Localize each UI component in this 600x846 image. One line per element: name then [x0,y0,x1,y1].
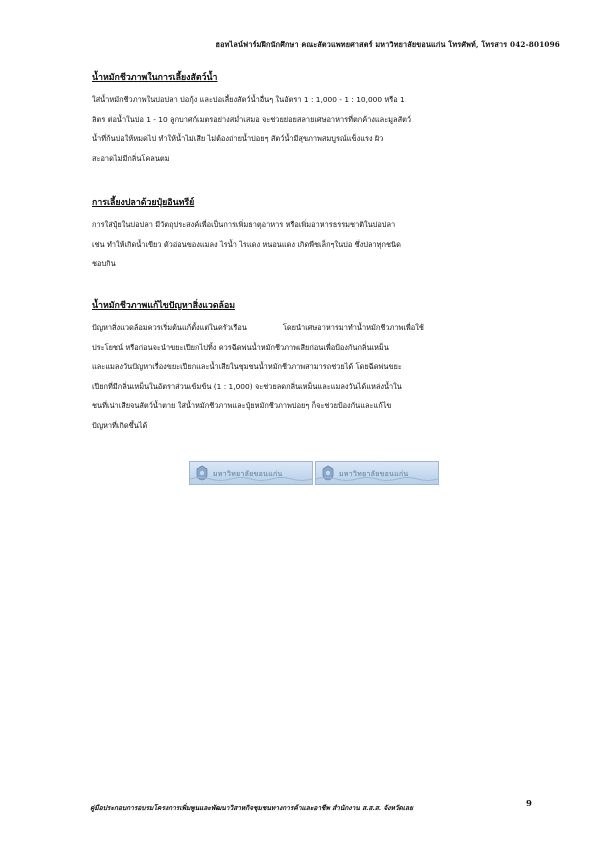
university-banner [189,461,313,485]
paragraph-line-part: โดยนำเศษอาหารมาทำน้ำหมักชีวภาพเพื่อใช้ [282,323,424,332]
paragraph-line: น้ำที่ก้นบ่อให้หมดไป ทำให้น้ำไม่เสีย ไม่ต้องถ่ายน้ำบ่อยๆ สัตว์น้ำมีสุขภาพสมบูรณ์แข็งแรง ผิว [92,134,384,143]
paragraph-line: ปัญหาที่เกิดขึ้นได้ [92,420,148,430]
page-footer: คู่มือประกอบการอบรมโครงการเพิ่มพูนและพัฒนาวิสาหกิจชุมชนทางการค้าและอาชีพ สำนักงาน ส.ส.ส. จังหวัดเลย [90,804,413,812]
section-paragraph [92,318,542,435]
section-environment-solutions [92,298,542,435]
paragraph-line: ประโยชน์ หรือก่อนจะนำขยะเปียกไปทิ้ง ควรฉีดพ่นน้ำหมักชีวภาพเสียก่อนเพื่อป้องกันกลิ่นเหม็น [92,342,389,352]
section-heading: น้ำหมักชีวภาพแก้ไขปัญหาสิ่งแวดล้อม [92,301,236,311]
paragraph-line: ชนที่เน่าเสียจนสัตว์น้ำตาย ใส่น้ำหมักชีวภาพและปุ๋ยหมักชีวภาพบ่อยๆ ก็จะช่วยป้องกันและแก้ไข [92,401,392,410]
page-header: ฮอทไลน์ฟาร์มฝึกนักศึกษา คณะสัตวแพทยศาสตร์ มหาวิทยาลัยขอนแก่น โทรศัพท์, โทรสาร 042-801096 [215,40,560,49]
university-banner-strip [189,461,439,483]
paragraph-line: และแมลงวันปัญหาเรื่องขยะเปียกและน้ำเสียในชุมชนน้ำหมักชีวภาพสามารถช่วยได้ โดยฉีดพ่นขยะ [92,362,402,371]
banner-wave-decoration [190,476,312,482]
university-banner [315,461,439,485]
section-paragraph [92,90,542,168]
paragraph-line: เช่น ทำให้เกิดน้ำเขียว ตัวอ่อนของแมลง ไรน้ำ ไรแดง หนอนแดง เกิดพืชเล็กๆในบ่อ ซึ่งปลาทุกชนิด [92,239,401,249]
paragraph-line: ชอบกิน [92,259,116,268]
paragraph-line: สะอาดไม่มีกลิ่นโคลนตม [92,153,170,163]
section-heading: น้ำหมักชีวภาพในการเลี้ยงสัตว์น้ำ [92,73,218,83]
paragraph-line: ลิตร ต่อน้ำในบ่อ 1 - 10 ลูกบาศก์เมตรอย่างสม่ำเสมอ จะช่วยย่อยสลายเศษอาหารที่ตกค้างและมูลสัตว์ [92,114,412,124]
paragraph-line: เปียกที่มีกลิ่นเหม็นในอัตราส่วนเข้มข้น (1 : 1,000) จะช่วยลดกลิ่นเหม็นและแมลงวันได้แหล่งน้ำใน [92,381,402,391]
section-organic-fertilizer-fish [92,195,542,274]
paragraph-line: ใส่น้ำหมักชีวภาพในบ่อปลา บ่อกุ้ง และบ่อเลี้ยงสัตว์น้ำอื่นๆ ในอัตรา 1 : 1,000 - 1 : 10,000 หรือ 1 [92,95,405,104]
banner-text: มหาวิทยาลัยขอนแก่น [213,469,283,478]
section-bio-fermentation-aquaculture [92,70,542,168]
paragraph-line-part: ปัญหาสิ่งแวดล้อมควรเริ่มต้นแก้ตั้งแต่ในครัวเรือน [92,323,247,332]
banner-wave-decoration [316,476,438,482]
page-number: 9 [526,799,532,809]
section-paragraph [92,215,542,274]
banner-text: มหาวิทยาลัยขอนแก่น [339,469,409,478]
section-heading: การเลี้ยงปลาด้วยปุ๋ยอินทรีย์ [92,198,195,208]
paragraph-line [92,318,542,338]
paragraph-line: การใส่ปุ๋ยในบ่อปลา มีวัตถุประสงค์เพื่อเป็นการเพิ่มธาตุอาหาร หรือเพิ่มอาหารธรรมชาติในบ่อปลา [92,220,396,229]
